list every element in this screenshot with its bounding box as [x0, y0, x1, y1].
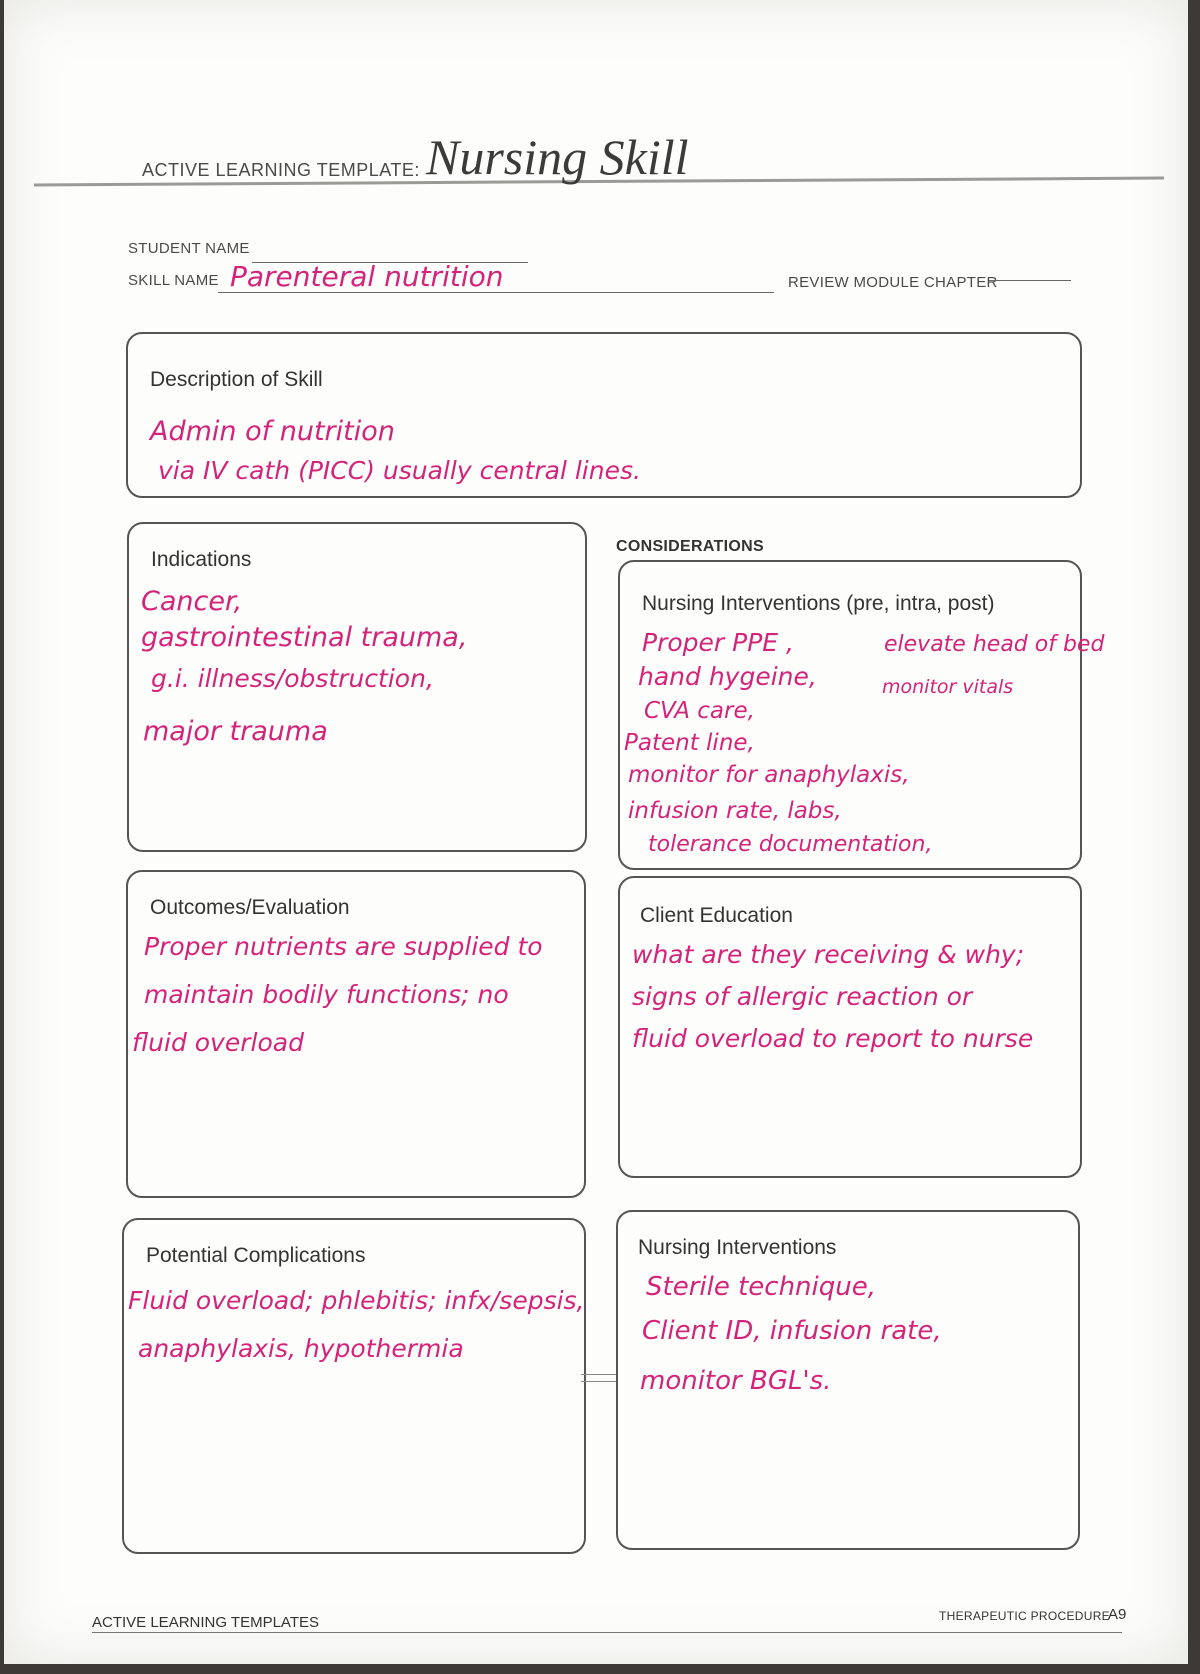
- nip-line-2: hand hygeine,: [638, 662, 817, 691]
- footer-right-label: THERAPEUTIC PROCEDURE: [939, 1609, 1110, 1623]
- student-name-label: STUDENT NAME: [128, 240, 250, 257]
- review-module-label: REVIEW MODULE CHAPTER: [788, 274, 998, 291]
- outcomes-title: Outcomes/Evaluation: [150, 896, 350, 919]
- nursing-interventions-box: [616, 1210, 1080, 1550]
- outcomes-box: [126, 870, 586, 1198]
- client-education-line-2: signs of allergic reaction or: [632, 982, 973, 1011]
- nip-line-7: tolerance documentation,: [648, 832, 933, 857]
- nip-line-1: Proper PPE ,: [642, 628, 794, 657]
- outcomes-line-1: Proper nutrients are supplied to: [144, 932, 543, 961]
- complications-line-1: Fluid overload; phlebitis; infx/sepsis,: [128, 1286, 585, 1315]
- footer-left-label: ACTIVE LEARNING TEMPLATES: [92, 1614, 319, 1631]
- ni-line-1: Sterile technique,: [646, 1272, 877, 1302]
- nip-line-5: monitor for anaphylaxis,: [628, 762, 910, 788]
- page-title: Nursing Skill: [426, 129, 689, 185]
- nip-line-4: Patent line,: [624, 730, 755, 756]
- complications-box: [122, 1218, 586, 1554]
- nip-side-line-1: elevate head of bed: [884, 632, 1105, 657]
- nip-side-line-2: monitor vitals: [882, 676, 1014, 698]
- ni-line-3: monitor BGL's.: [640, 1366, 832, 1396]
- footer-rule: [92, 1632, 1122, 1633]
- ni-line-2: Client ID, infusion rate,: [642, 1316, 942, 1346]
- skill-name-label: SKILL NAME: [128, 272, 219, 289]
- nip-line-3: CVA care,: [644, 698, 755, 724]
- description-title: Description of Skill: [150, 368, 323, 391]
- review-module-line: [989, 280, 1071, 281]
- complications-line-2: anaphylaxis, hypothermia: [138, 1334, 464, 1363]
- complications-title: Potential Complications: [146, 1244, 366, 1267]
- description-line-1: Admin of nutrition: [150, 416, 395, 447]
- indications-box: [127, 522, 587, 852]
- indications-line-1: Cancer,: [141, 586, 243, 617]
- indications-line-3: g.i. illness/obstruction,: [151, 664, 434, 693]
- indications-line-2: gastrointestinal trauma,: [141, 622, 468, 653]
- description-box: [126, 332, 1082, 498]
- outcomes-line-3: fluid overload: [132, 1028, 304, 1057]
- page-number: A9: [1108, 1606, 1127, 1623]
- nursing-interventions-title: Nursing Interventions: [638, 1236, 837, 1259]
- description-line-2: via IV cath (PICC) usually central lines.: [158, 456, 641, 485]
- outcomes-line-2: maintain bodily functions; no: [144, 980, 509, 1009]
- client-education-line-1: what are they receiving & why;: [632, 940, 1025, 969]
- considerations-heading: CONSIDERATIONS: [616, 538, 764, 555]
- nursing-interventions-pip-title: Nursing Interventions (pre, intra, post): [642, 592, 995, 615]
- indications-line-4: major trauma: [143, 716, 328, 747]
- box-connector: [581, 1374, 617, 1382]
- nursing-interventions-pip-box: [618, 560, 1105, 870]
- worksheet-page: [4, 0, 1188, 1664]
- client-education-line-3: fluid overload to report to nurse: [632, 1024, 1034, 1053]
- client-education-box: [618, 876, 1082, 1178]
- indications-title: Indications: [151, 548, 252, 571]
- skill-name-value: Parenteral nutrition: [230, 260, 504, 293]
- nip-line-6: infusion rate, labs,: [628, 798, 842, 824]
- client-education-title: Client Education: [640, 904, 793, 927]
- template-label: ACTIVE LEARNING TEMPLATE:: [142, 160, 420, 180]
